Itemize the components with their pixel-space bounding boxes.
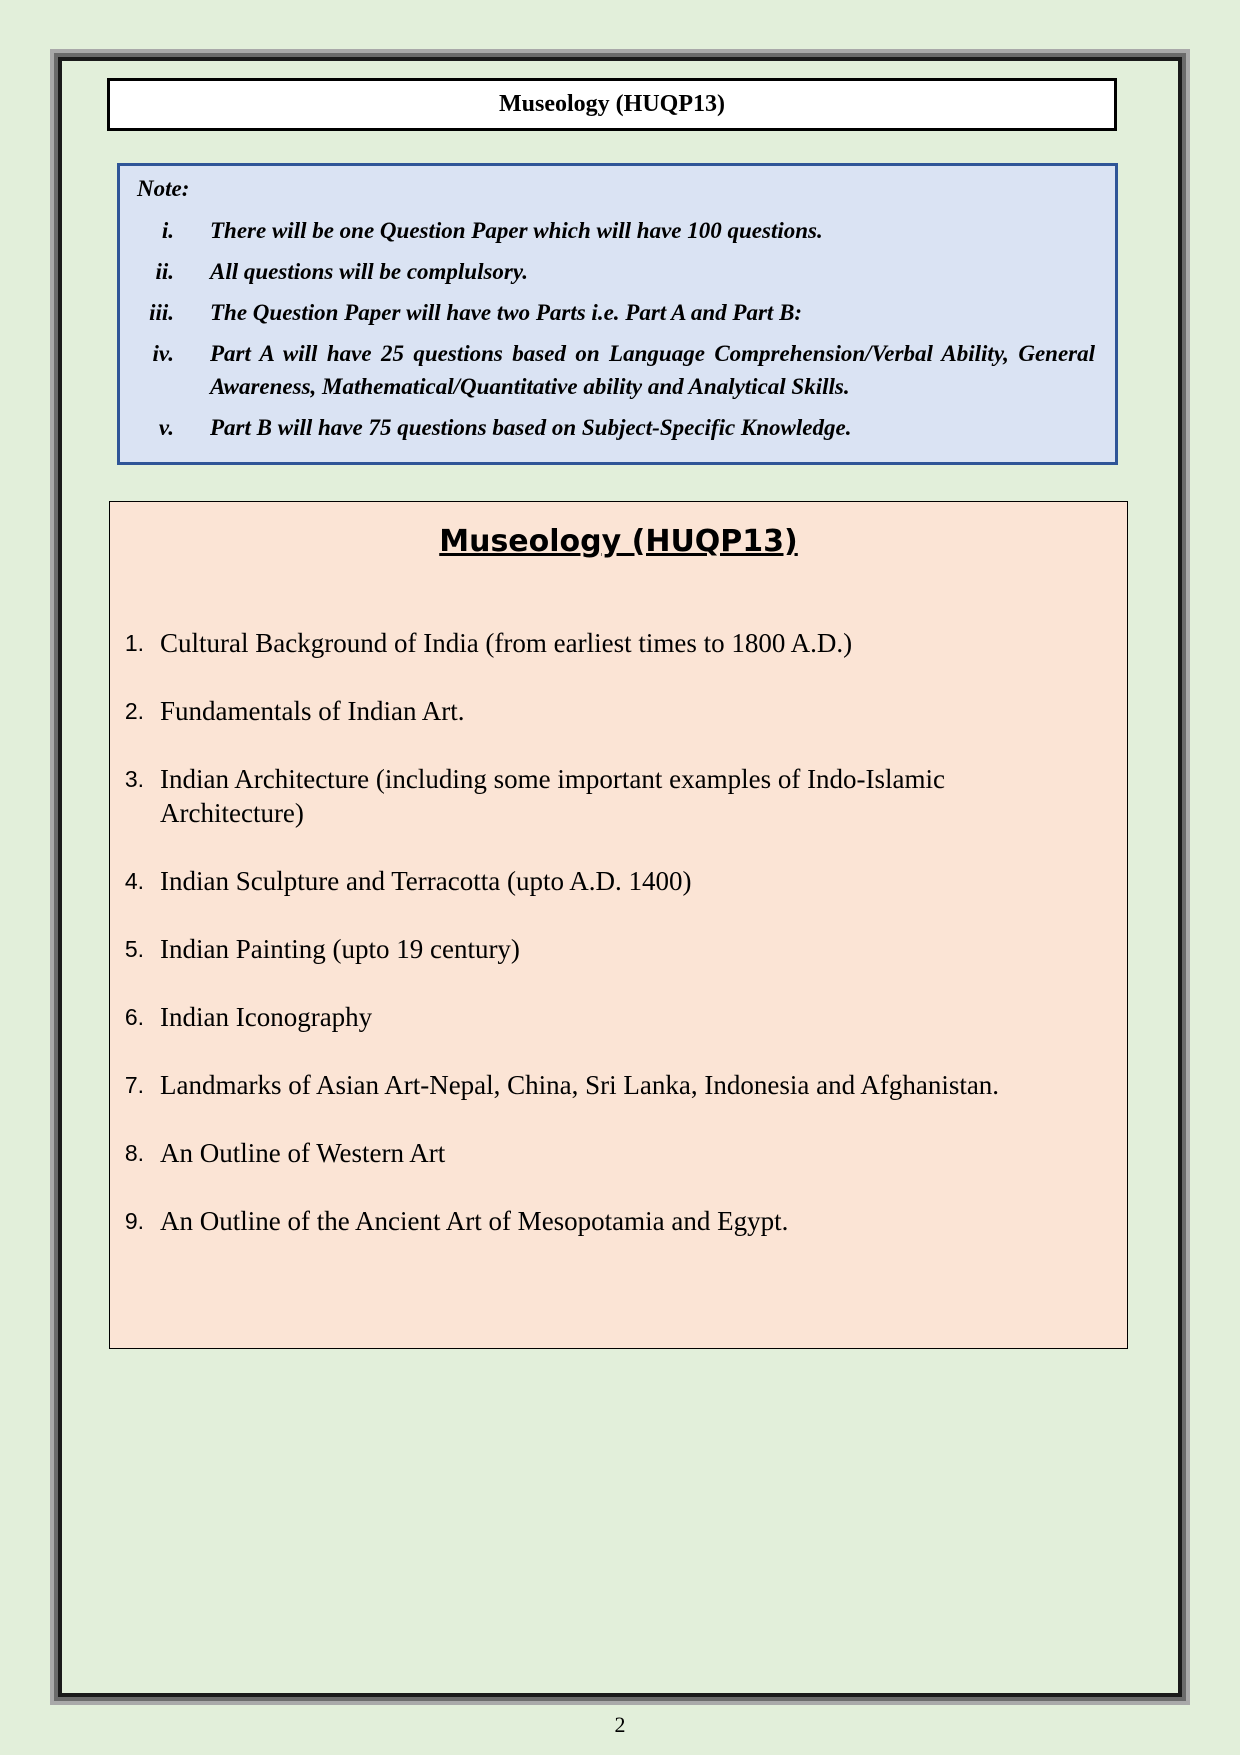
note-item-number: v. xyxy=(158,415,174,440)
topic-number: 3. xyxy=(124,766,144,792)
note-item-number: iii. xyxy=(149,300,174,325)
topic-text: Cultural Background of India (from earliest times to 1800 A.D.) xyxy=(160,628,853,658)
topic-text: An Outline of Western Art xyxy=(160,1138,446,1168)
topic-number: 5. xyxy=(124,936,144,962)
topic-number: 8. xyxy=(124,1140,144,1166)
topic-number: 9. xyxy=(124,1208,144,1234)
topic-text: Fundamentals of Indian Art. xyxy=(160,696,465,726)
note-item xyxy=(120,411,1115,444)
list-item xyxy=(110,1068,1127,1102)
syllabus-box xyxy=(109,501,1128,1349)
list-item xyxy=(110,1000,1127,1034)
page-number: 2 xyxy=(614,1712,626,1737)
list-item xyxy=(110,762,1127,830)
list-item xyxy=(110,626,1127,660)
topic-number: 6. xyxy=(124,1004,144,1030)
note-item-number: iv. xyxy=(152,341,174,366)
topic-text: Indian Architecture (including some important examples of Indo-Islamic Architecture) xyxy=(160,764,946,828)
list-item xyxy=(110,694,1127,728)
note-item-text: Part B will have 75 questions based on Subject-Specific Knowledge. xyxy=(210,415,852,440)
note-item-text: The Question Paper will have two Parts i.e. Part A and Part B: xyxy=(210,300,803,325)
note-item xyxy=(120,296,1115,329)
topic-number: 7. xyxy=(124,1072,144,1098)
note-box xyxy=(117,163,1118,465)
note-label: Note: xyxy=(137,176,190,201)
topic-text: Landmarks of Asian Art-Nepal, China, Sri Lanka, Indonesia and Afghanistan. xyxy=(160,1070,1000,1100)
topic-text: Indian Sculpture and Terracotta (upto A.D. 1400) xyxy=(160,866,692,896)
topic-number: 4. xyxy=(124,868,144,894)
note-item xyxy=(120,337,1115,403)
page-title-box xyxy=(107,78,1117,131)
page-title: Museology (HUQP13) xyxy=(499,91,725,117)
topic-text: Indian Iconography xyxy=(160,1002,373,1032)
list-item xyxy=(110,1136,1127,1170)
note-item-text: There will be one Question Paper which will have 100 questions. xyxy=(210,218,823,243)
list-item xyxy=(110,932,1127,966)
topic-list xyxy=(110,626,1127,1272)
list-item xyxy=(110,1204,1127,1238)
note-list xyxy=(120,214,1115,452)
note-item xyxy=(120,214,1115,247)
topic-text: Indian Painting (upto 19 century) xyxy=(160,934,520,964)
note-item-number: ii. xyxy=(155,259,174,284)
note-item-text: All questions will be complulsory. xyxy=(210,259,528,284)
syllabus-heading: Museology (HUQP13) xyxy=(439,524,798,559)
list-item xyxy=(110,864,1127,898)
note-item xyxy=(120,255,1115,288)
topic-number: 1. xyxy=(124,630,144,656)
topic-text: An Outline of the Ancient Art of Mesopotamia and Egypt. xyxy=(160,1206,789,1236)
note-item-number: i. xyxy=(161,218,174,243)
note-item-text: Part A will have 25 questions based on Language Comprehension/Verbal Ability, General Awareness, Mathematical/Quantitative ability and Analytical Skills. xyxy=(210,341,1095,399)
topic-number: 2. xyxy=(124,698,144,724)
